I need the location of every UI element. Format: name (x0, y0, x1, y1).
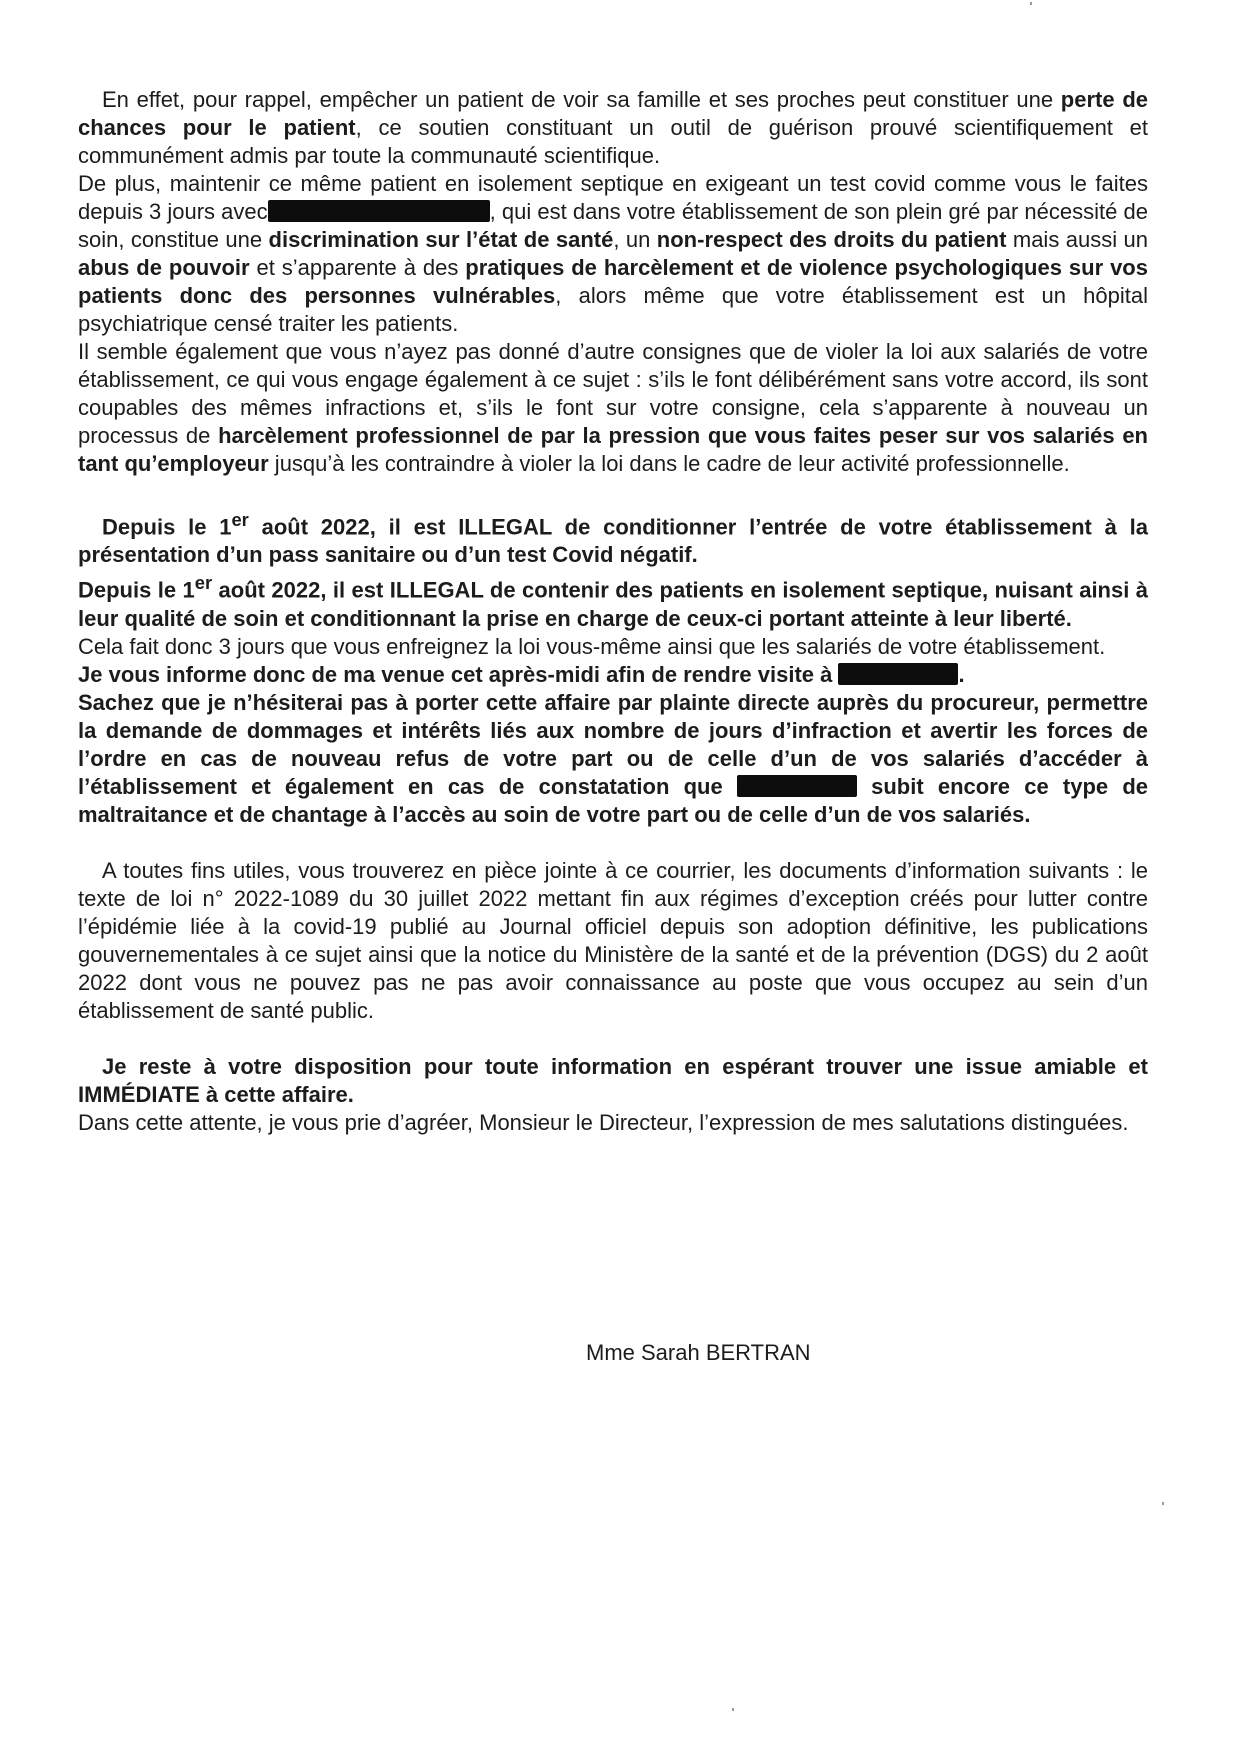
scan-speck (732, 1708, 734, 1711)
emphasis-discrimination: discrimination sur l’état de santé (268, 227, 614, 252)
paragraph-disposition: Je reste à votre disposition pour toute information en espérant trouver une issue amiable et IMMÉDIATE à cette affaire. (78, 1053, 1148, 1107)
paragraph-venue: Je vous informe donc de ma venue cet après-midi afin de rendre visite à . (78, 661, 965, 687)
paragraph-pieces-jointes: A toutes fins utiles, vous trouverez en pièce jointe à ce courrier, les documents d’information suivants : le texte de loi n° 2022-1089 du 30 juillet 2022 mettant fin aux régimes d’exception créés pour lutter contre l’épidémie liée à la covid-19 publié au Journal officiel depuis son adoption définitive, les publications gouvernementales à ce sujet ainsi que la notice du Ministère de la santé et de la prévention (DGS) du 2 août 2022 dont vous ne pouvez pas ne pas avoir connaissance au poste que vous occupez au sein d’un établissement de santé public. (78, 857, 1148, 1023)
paragraph-illegal-pass: Depuis le 1er août 2022, il est ILLEGAL de conditionner l’entrée de votre établissement à la présentation d’un pass sanitaire ou d’un test Covid négatif. (78, 509, 1149, 568)
scan-speck (1030, 2, 1032, 5)
emphasis-non-respect: non-respect des droits du patient (656, 227, 1007, 252)
paragraph-isolement: De plus, maintenir ce même patient en isolement septique en exigeant un test covid comme vous le faites depuis 3 jours avec , qui est dans votre établissement de son plein gré par nécessité de soin, constitue une discrimination sur l’état de santé, un non-respect des droits du patient mais aussi un abus de pouvoir et s’apparente à des pratiques de harcèlement et de violence psychologiques sur vos patients donc des personnes vulnérables, alors même que votre établissement est un hôpital psychiatrique censé traiter les patients. (78, 171, 1149, 336)
redaction-block (838, 663, 958, 685)
redaction-block (268, 200, 490, 222)
signature-name: Mme Sarah BERTRAN (586, 1340, 811, 1365)
emphasis-perte-de-chances: perte de chances pour le patient (78, 87, 1148, 140)
emphasis-harcelement-professionnel: harcèlement professionnel de par la pression que vous faites peser sur vos salariés en tant qu’employeur (78, 423, 1148, 476)
paragraph-salutations: Dans cette attente, je vous prie d’agréer, Monsieur le Directeur, l’expression de mes salutations distinguées. (78, 1109, 1129, 1135)
redaction-block (737, 775, 857, 797)
paragraph-plainte: Sachez que je n’hésiterai pas à porter cette affaire par plainte directe auprès du procureur, permettre la demande de dommages et intérêts liés aux nombre de jours d’infraction et avertir les forces de l’ordre en cas de nouveau refus de votre part ou de celle d’un de vos salariés d’accéder à l’établissement et également en cas de constatation que subit encore ce type de maltraitance et de chantage à l’accès au soin de votre part ou de celle d’un de vos salariés. (78, 689, 1148, 827)
scan-speck (1162, 1502, 1164, 1505)
paragraph-consignes-salaries: Il semble également que vous n’ayez pas donné d’autre consignes que de violer la loi aux salariés de votre établissement, ce qui vous engage également à ce sujet : s’ils le font délibérément sans votre accord, ils sont coupables des mêmes infractions et, s’ils le font sur votre consigne, cela s’apparente à nouveau un processus de harcèlement professionnel de par la pression que vous faites peser sur vos salariés en tant qu’employeur jusqu’à les contraindre à violer la loi dans le cadre de leur activité professionnelle. (78, 339, 1148, 476)
letter-body (78, 86, 1148, 1137)
paragraph-trois-jours: Cela fait donc 3 jours que vous enfreignez la loi vous-même ainsi que les salariés de votre établissement. (78, 633, 1106, 659)
paragraph-perte-de-chances: En effet, pour rappel, empêcher un patient de voir sa famille et ses proches peut constituer une perte de chances pour le patient, ce soutien constituant un outil de guérison prouvé scientifiquement et communément admis par toute la communauté scientifique. (78, 87, 1149, 168)
emphasis-abus-de-pouvoir: abus de pouvoir (78, 255, 250, 280)
emphasis-harcelement-patients: pratiques de harcèlement et de violence psychologiques sur vos patients donc des personnes vulnérables (78, 255, 1148, 308)
paragraph-illegal-isolement: Depuis le 1er août 2022, il est ILLEGAL de contenir des patients en isolement septique, nuisant ainsi à leur qualité de soin et conditionnant la prise en charge de ceux-ci portant atteinte à leur liberté. (78, 572, 1149, 631)
